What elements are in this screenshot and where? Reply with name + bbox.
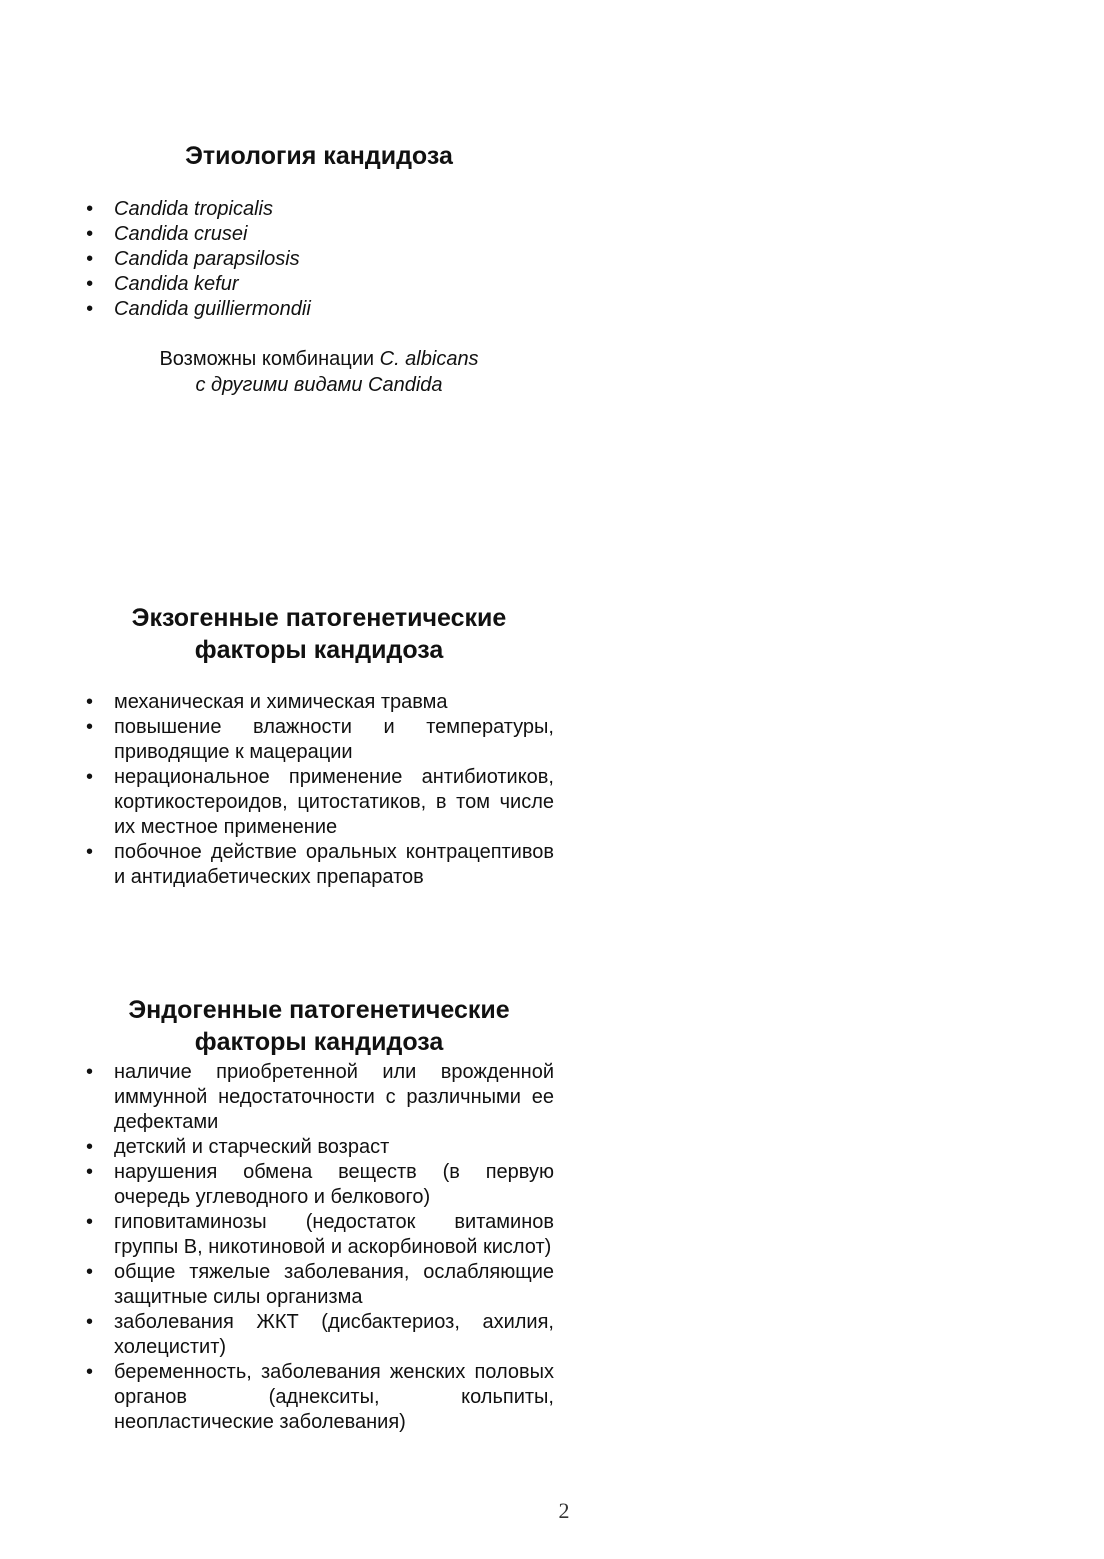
exogenous-section — [84, 602, 554, 890]
exogenous-title-line-2: факторы кандидоза — [194, 636, 444, 664]
list-item: • Candida crusei — [84, 222, 554, 247]
exogenous-title — [84, 602, 554, 666]
endogenous-title-line-2: факторы кандидоза — [194, 1028, 444, 1056]
page-number: 2 — [558, 1498, 570, 1523]
endogenous-section — [84, 994, 554, 1435]
endogenous-list — [84, 1060, 554, 1435]
note-line-1 — [84, 346, 554, 372]
list-item: • наличие приобретенной или врожденной иммунной недостаточности с различными ее дефектами — [84, 1060, 554, 1135]
etiology-title — [84, 140, 554, 172]
list-item: • общие тяжелые заболевания, ослабляющие защитные силы организма — [84, 1260, 554, 1310]
etiology-list — [84, 197, 554, 322]
combination-note — [84, 346, 554, 398]
list-item: • нарушения обмена веществ (в первую очередь углеводного и белкового) — [84, 1160, 554, 1210]
list-item: • гиповитаминозы (недостаток витаминов группы В, никотиновой и аскорбиновой кислот) — [84, 1210, 554, 1260]
list-item: • Candida kefur — [84, 272, 554, 297]
note-line-2: с другими видами Candida — [195, 374, 443, 396]
list-item: • нерациональное применение антибиотиков, кортикостероидов, цитостатиков, в том числе их местное применение — [84, 765, 554, 840]
etiology-title-text: Этиология кандидоза — [185, 142, 453, 170]
note-species: C. albicans — [379, 348, 479, 370]
list-item: • повышение влажности и температуры, приводящие к мацерации — [84, 715, 554, 765]
etiology-section — [84, 140, 554, 322]
list-item: • заболевания ЖКТ (дисбактериоз, ахилия, холецистит) — [84, 1310, 554, 1360]
list-item: • детский и старческий возраст — [84, 1135, 554, 1160]
list-item: • побочное действие оральных контрацептивов и антидиабетических препаратов — [84, 840, 554, 890]
note-prefix: Возможны комбинации — [159, 348, 380, 370]
list-item: • механическая и химическая травма — [84, 690, 554, 715]
exogenous-list — [84, 690, 554, 890]
endogenous-title-line-1: Эндогенные патогенетические — [128, 996, 510, 1024]
list-item: • Candida guilliermondii — [84, 297, 554, 322]
list-item: • Candida tropicalis — [84, 197, 554, 222]
list-item: • беременность, заболевания женских половых органов (аднекситы, кольпиты, неопластические заболевания) — [84, 1360, 554, 1435]
exogenous-title-line-1: Экзогенные патогенетические — [131, 604, 507, 632]
list-item: • Candida parapsilosis — [84, 247, 554, 272]
endogenous-title — [84, 994, 554, 1058]
